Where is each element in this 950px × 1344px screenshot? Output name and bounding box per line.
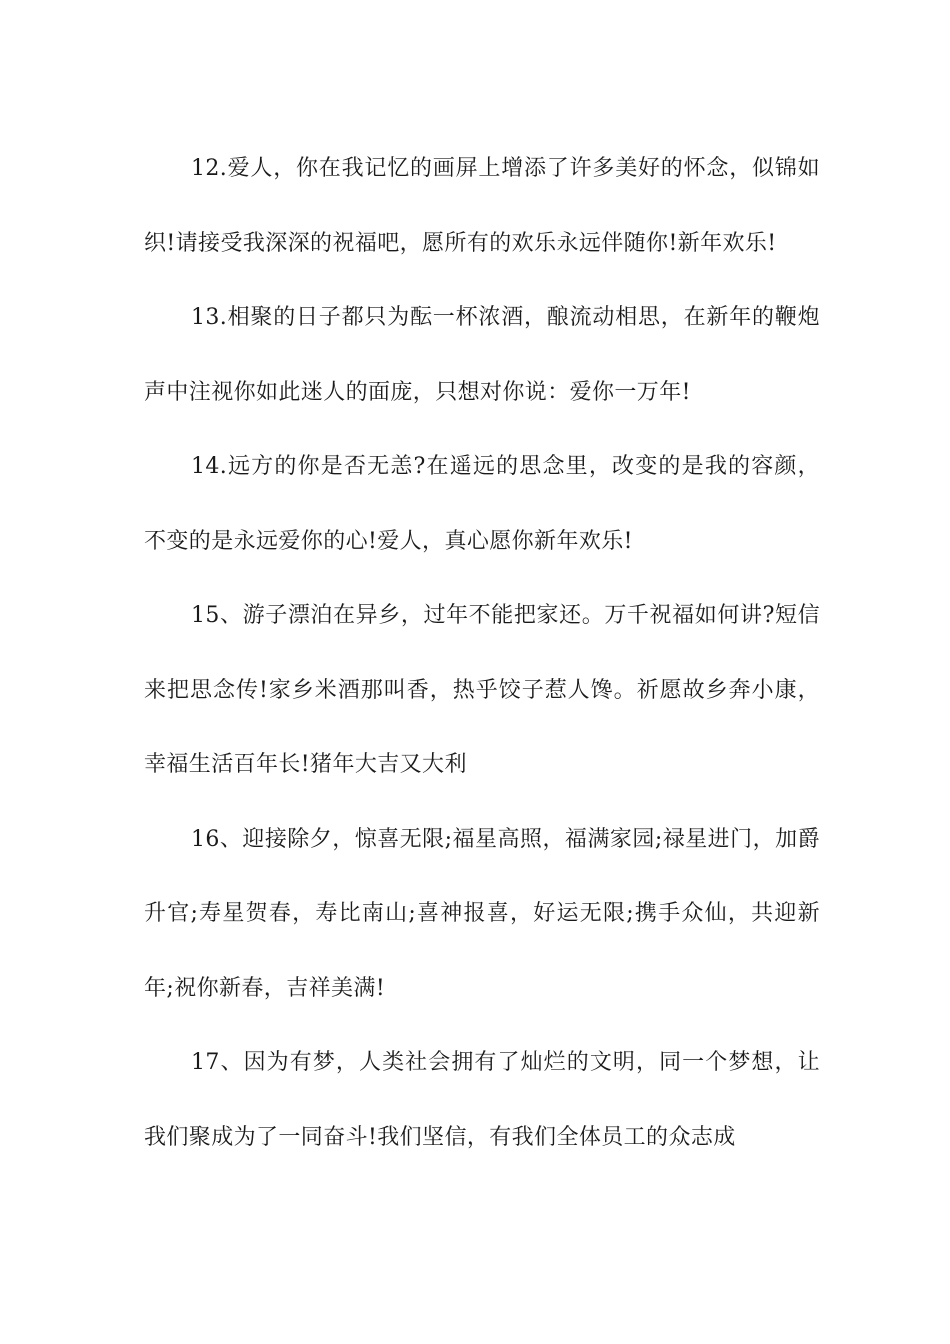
paragraph-17: 17、因为有梦，人类社会拥有了灿烂的文明，同一个梦想，让我们聚成为了一同奋斗!我们坚信，有我们全体员工的众志成 — [144, 1050, 820, 1150]
paragraph-15: 15、游子漂泊在异乡，过年不能把家还。万千祝福如何讲?短信来把思念传!家乡米酒那叫香，热乎饺子惹人馋。祈愿故乡奔小康，幸福生活百年长!猪年大吉又大利 — [144, 603, 820, 777]
paragraph-12: 12.爱人，你在我记忆的画屏上增添了许多美好的怀念，似锦如织!请接受我深深的祝福吧，愿所有的欢乐永远伴随你!新年欢乐! — [144, 156, 820, 256]
paragraph-14: 14.远方的你是否无恙?在遥远的思念里，改变的是我的容颜，不变的是永远爱你的心!爱人，真心愿你新年欢乐! — [144, 454, 820, 554]
document-body — [144, 132, 820, 1175]
paragraph-13: 13.相聚的日子都只为酝一杯浓酒，酿流动相思，在新年的鞭炮声中注视你如此迷人的面庞，只想对你说：爱你一万年! — [144, 305, 820, 405]
paragraph-16: 16、迎接除夕，惊喜无限;福星高照，福满家园;禄星进门，加爵升官;寿星贺春，寿比南山;喜神报喜，好运无限;携手众仙，共迎新年;祝你新春，吉祥美满! — [144, 826, 820, 1001]
